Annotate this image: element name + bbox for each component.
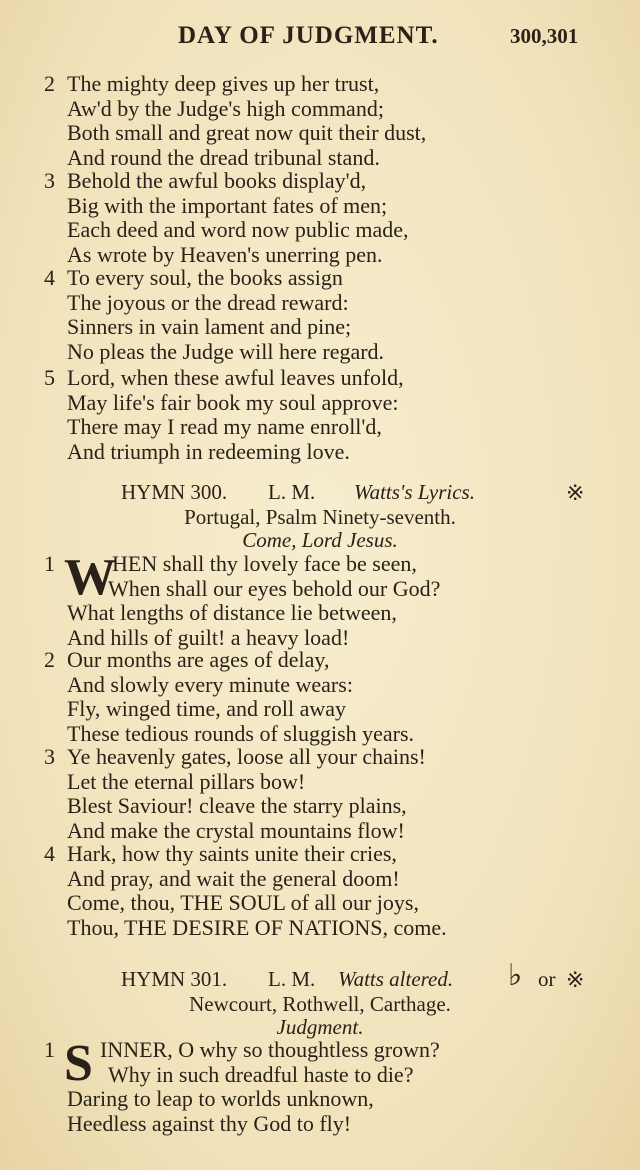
verse-line: Aw'd by the Judge's high command; <box>67 95 384 121</box>
ornament-icon: ※ <box>566 967 585 992</box>
stanza-2-top <box>0 72 640 170</box>
verse-line: The mighty deep gives up her trust, <box>67 71 380 96</box>
drop-cap: S <box>64 1035 93 1092</box>
hymn-300-stanza-2 <box>0 648 640 746</box>
verse-line: Daring to leap to worlds unknown, <box>67 1086 374 1111</box>
hymn-tunes: Newcourt, Rothwell, Carthage. <box>189 992 451 1016</box>
hymn-300-stanza-3 <box>0 745 640 843</box>
running-title: DAY OF JUDGMENT. <box>178 22 439 49</box>
stanza-number: 2 <box>44 647 55 672</box>
stanza-number: 5 <box>44 365 55 390</box>
verse-line: Each deed and word now public made, <box>67 217 409 242</box>
verse-line: When shall our eyes behold our God? <box>108 575 441 601</box>
verse-line: Both small and great now quit their dust, <box>67 120 427 145</box>
verse-line: There may I read my name enroll'd, <box>67 414 382 439</box>
page-header <box>0 22 640 56</box>
verse-line: And pray, and wait the general doom! <box>67 865 400 891</box>
stanza-number: 2 <box>44 71 55 96</box>
verse-line: HEN shall thy lovely face be seen, <box>112 551 417 576</box>
hymn-meter: L. M. <box>268 480 316 504</box>
stanza-number: 3 <box>44 168 55 193</box>
verse-line: And slowly every minute wears: <box>67 671 353 697</box>
hymn-attribution: Watts's Lyrics. <box>354 480 475 504</box>
flat-icon: ♭ <box>508 959 523 992</box>
hymn-number: HYMN 300. <box>121 480 228 504</box>
verse-line: Hark, how thy saints unite their cries, <box>67 841 397 866</box>
verse-line: Heedless against thy God to fly! <box>67 1110 352 1136</box>
stanza-number: 4 <box>44 841 55 866</box>
hymn-300-stanza-1 <box>0 549 640 650</box>
verse-line: To every soul, the books assign <box>67 265 343 290</box>
stanza-4-top <box>0 266 640 364</box>
page-numbers: 300,301 <box>510 24 579 48</box>
verse-line: Big with the important fates of men; <box>67 192 388 218</box>
verse-line: Let the eternal pillars bow! <box>67 768 306 794</box>
hymn-301-stanza-1 <box>0 1035 640 1136</box>
drop-cap: W <box>64 549 116 606</box>
hymn-subtitle: Judgment. <box>276 1015 364 1039</box>
verse-line: May life's fair book my soul approve: <box>67 389 399 415</box>
verse-line: Sinners in vain lament and pine; <box>67 314 352 339</box>
verse-line: Blest Saviour! cleave the starry plains, <box>67 793 407 818</box>
hymn-number: HYMN 301. <box>121 967 228 991</box>
verse-line: Come, thou, THE SOUL of all our joys, <box>67 890 419 915</box>
verse-line: Why in such dreadful haste to die? <box>108 1061 414 1087</box>
verse-line: And make the crystal mountains flow! <box>67 817 405 843</box>
verse-line: Lord, when these awful leaves unfold, <box>67 365 404 390</box>
verse-line: INNER, O why so thoughtless grown? <box>100 1037 440 1062</box>
verse-line: And triumph in redeeming love. <box>67 438 350 464</box>
hymn-subtitle: Come, Lord Jesus. <box>242 528 398 552</box>
stanza-number: 4 <box>44 265 55 290</box>
verse-line: Behold the awful books display'd, <box>67 168 367 193</box>
ornament-icon: ※ <box>566 480 585 505</box>
verse-line: Fly, winged time, and roll away <box>67 696 347 721</box>
verse-line: And round the dread tribunal stand. <box>67 144 380 170</box>
hymn-300-stanza-4 <box>0 842 640 940</box>
verse-line: Thou, THE DESIRE OF NATIONS, come. <box>67 914 447 940</box>
verse-line: Our months are ages of delay, <box>67 647 330 672</box>
stanza-3-top <box>0 169 640 267</box>
verse-line: These tedious rounds of sluggish years. <box>67 720 415 746</box>
verse-line: The joyous or the dread reward: <box>67 289 349 315</box>
hymn-attribution: Watts altered. <box>338 967 454 991</box>
hymn-tunes: Portugal, Psalm Ninety-seventh. <box>184 505 456 529</box>
hymn-meter: L. M. <box>268 967 316 991</box>
verse-line: No pleas the Judge will here regard. <box>67 338 385 364</box>
stanza-number: 1 <box>44 551 55 576</box>
stanza-number: 1 <box>44 1037 55 1062</box>
or-word: or <box>538 967 556 991</box>
verse-line: Ye heavenly gates, loose all your chains! <box>67 744 426 769</box>
stanza-5-top <box>0 366 640 464</box>
stanza-number: 3 <box>44 744 55 769</box>
verse-line: As wrote by Heaven's unerring pen. <box>67 241 383 267</box>
verse-line: And hills of guilt! a heavy load! <box>67 624 350 650</box>
verse-line: What lengths of distance lie between, <box>67 600 397 625</box>
